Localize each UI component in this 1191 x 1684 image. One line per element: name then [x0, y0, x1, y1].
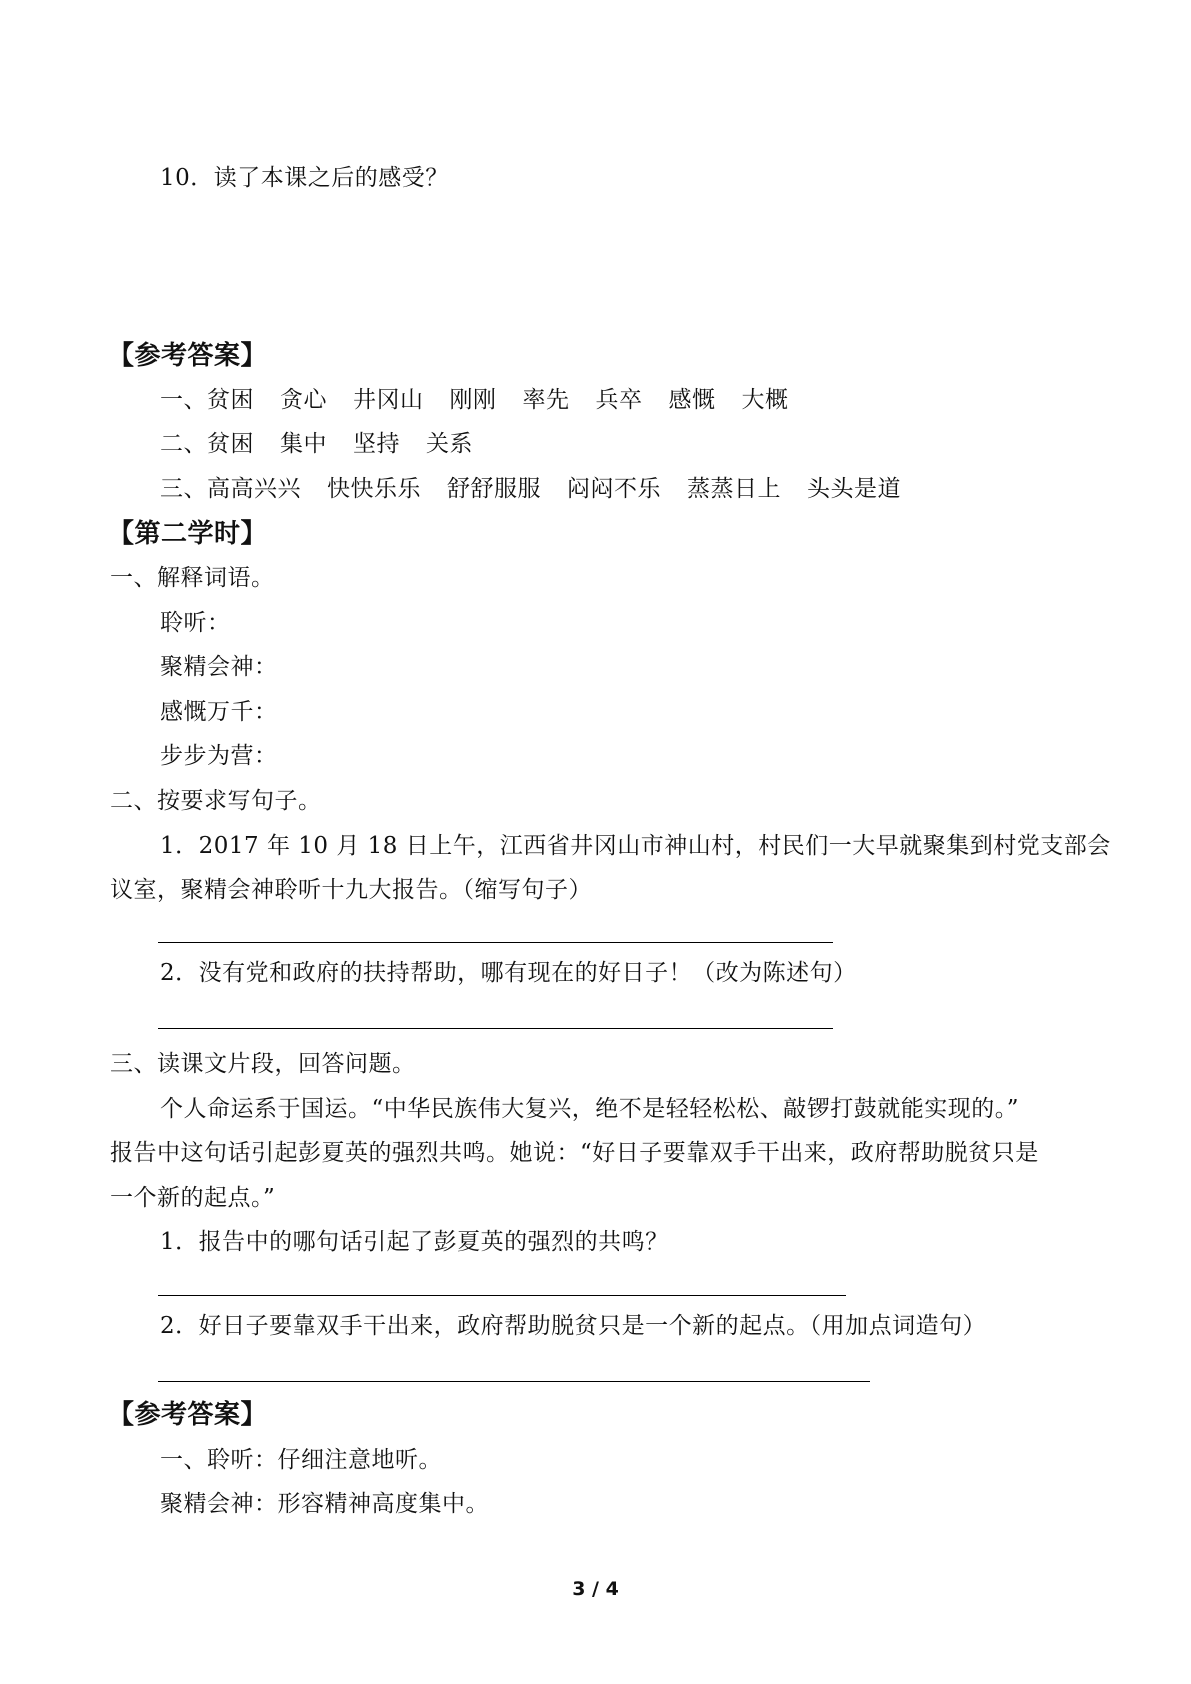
answer-word: 头头是道 [807, 476, 901, 502]
answer-word: 闷闷不乐 [567, 476, 661, 502]
part-2-q1-line-2: 议室，聚精会神聆听十九大报告。（缩写句子） [110, 877, 592, 903]
part-2-q2: 2．没有党和政府的扶持帮助，哪有现在的好日子！（改为陈述句） [160, 960, 857, 986]
answer-word: 坚持 [353, 431, 400, 457]
answer-heading-2: 【参考答案】 [108, 1400, 268, 1430]
question-10: 10．读了本课之后的感受？ [160, 165, 449, 191]
answer-word: 贪心 [280, 387, 327, 413]
part-2-title: 二、按要求写句子。 [110, 788, 322, 814]
section-2-heading: 【第二学时】 [108, 519, 268, 549]
passage-line-1: 个人命运系于国运。“中华民族伟大复兴，绝不是轻轻松松、敲锣打鼓就能实现的。” [160, 1096, 1020, 1122]
answer-row-3-prefix: 三、 [160, 476, 207, 502]
passage-line-2: 报告中这句话引起彭夏英的强烈共鸣。她说：“好日子要靠双手干出来，政府帮助脱贫只是 [110, 1140, 1039, 1166]
passage-line-3: 一个新的起点。” [110, 1185, 276, 1211]
answer-line [158, 1295, 846, 1296]
answer-word: 井冈山 [353, 387, 424, 413]
part-3-q1: 1．报告中的哪句话引起了彭夏英的强烈的共鸣？ [160, 1229, 669, 1255]
answer-word: 快快乐乐 [327, 476, 421, 502]
answer-row-3 [160, 474, 927, 504]
answer-2-line-2: 聚精会神：形容精神高度集中。 [160, 1491, 489, 1517]
answer-word: 关系 [426, 431, 473, 457]
term-4: 步步为营： [160, 743, 278, 769]
part-3-q2: 2．好日子要靠双手干出来，政府帮助脱贫只是一个新的起点。（用加点词造句） [160, 1313, 987, 1339]
answer-line [158, 1381, 870, 1382]
term-3: 感慨万千： [160, 699, 278, 725]
answer-word: 高高兴兴 [207, 476, 301, 502]
answer-word: 舒舒服服 [447, 476, 541, 502]
answer-word: 蒸蒸日上 [687, 476, 781, 502]
answer-row-2-prefix: 二、 [160, 431, 207, 457]
page-number: 3 / 4 [572, 1578, 619, 1600]
answer-word: 集中 [280, 431, 327, 457]
answer-row-2 [160, 429, 499, 459]
part-2-q1-line-1: 1．2017 年 10 月 18 日上午，江西省井冈山市神山村，村民们一大早就聚集到村党支部会 [160, 833, 1111, 859]
answer-heading-1: 【参考答案】 [108, 341, 268, 371]
answer-word: 贫困 [207, 431, 254, 457]
answer-row-1-prefix: 一、 [160, 387, 207, 413]
part-1-title: 一、解释词语。 [110, 565, 275, 591]
answer-line [158, 1028, 833, 1029]
answer-2-line-1: 一、聆听：仔细注意地听。 [160, 1447, 442, 1473]
term-2: 聚精会神： [160, 654, 278, 680]
answer-row-1 [160, 385, 815, 415]
answer-word: 刚刚 [449, 387, 497, 413]
answer-word: 兵卒 [595, 387, 643, 413]
part-3-title: 三、读课文片段，回答问题。 [110, 1051, 416, 1077]
answer-word: 感慨 [668, 387, 716, 413]
answer-word: 大概 [741, 387, 789, 413]
answer-word: 率先 [522, 387, 570, 413]
answer-line [158, 942, 833, 943]
answer-word: 贫困 [207, 387, 254, 413]
term-1: 聆听： [160, 610, 231, 636]
